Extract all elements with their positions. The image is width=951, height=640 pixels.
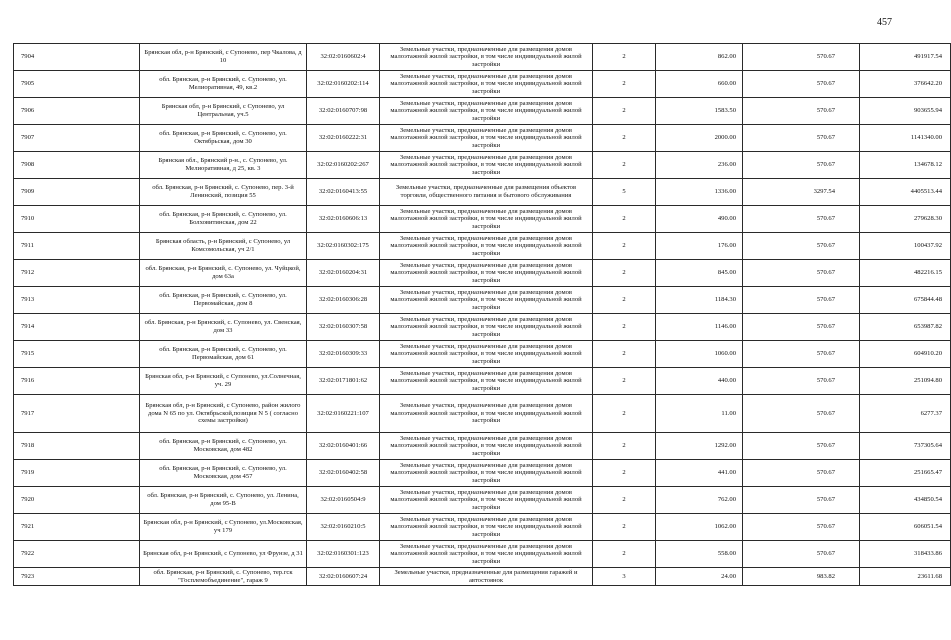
cadastral-number-cell: 32:02:0160606:13 [307, 206, 380, 233]
cadastral-value-cell: 318433.86 [860, 541, 951, 568]
land-use-cell: Земельные участки, предназначенные для размещения объектов торговли, общественного питания и бытового обслуживания [380, 179, 593, 206]
row-number-cell: 7905 [14, 71, 140, 98]
table-row [14, 460, 951, 487]
category-cell: 2 [593, 287, 656, 314]
row-number-cell: 7923 [14, 568, 140, 586]
address-cell: Брянская обл, р-н Брянский, с Супонево, ул.Солнечная, уч. 29 [140, 368, 307, 395]
cadastral-value-cell: 482216.15 [860, 260, 951, 287]
land-use-cell: Земельные участки, предназначенные для размещения домов малоэтажной жилой застройки, в том числе индивидуальной жилой застройки [380, 433, 593, 460]
land-use-cell: Земельные участки, предназначенные для размещения домов малоэтажной жилой застройки, в том числе индивидуальной жилой застройки [380, 260, 593, 287]
table-row [14, 125, 951, 152]
address-cell: обл. Брянская, р-н Брянский, с. Супонево, ул. Первомайская, дом 8 [140, 287, 307, 314]
address-cell: обл. Брянская, р-н Брянский, с. Супонево, ул. Ленина, дом 95-В [140, 487, 307, 514]
category-cell: 2 [593, 71, 656, 98]
area-cell: 1292.00 [656, 433, 743, 460]
area-cell: 1336.00 [656, 179, 743, 206]
area-cell: 762.00 [656, 487, 743, 514]
area-cell: 1060.00 [656, 341, 743, 368]
row-number-cell: 7917 [14, 395, 140, 433]
area-cell: 845.00 [656, 260, 743, 287]
category-cell: 2 [593, 125, 656, 152]
specific-value-cell: 570.67 [743, 341, 860, 368]
land-use-cell: Земельные участки, предназначенные для размещения гаражей и автостоянок [380, 568, 593, 586]
area-cell: 1184.30 [656, 287, 743, 314]
cadastral-value-cell: 491917.54 [860, 44, 951, 71]
table-row [14, 71, 951, 98]
cadastral-number-cell: 32:02:0160607:24 [307, 568, 380, 586]
cadastral-value-table [13, 43, 951, 586]
cadastral-value-cell: 737305.64 [860, 433, 951, 460]
area-cell: 24.00 [656, 568, 743, 586]
specific-value-cell: 570.67 [743, 487, 860, 514]
table-row [14, 541, 951, 568]
area-cell: 11.00 [656, 395, 743, 433]
area-cell: 441.00 [656, 460, 743, 487]
table-row [14, 341, 951, 368]
cadastral-number-cell: 32:02:0160301:123 [307, 541, 380, 568]
address-cell: Брянская обл, р-н Брянский, с Супонево, район жилого дома N 65 по ул. Октябрьской,позиция N 5 ( согласно схемы застройки) [140, 395, 307, 433]
table-row [14, 487, 951, 514]
row-number-cell: 7904 [14, 44, 140, 71]
page-number: 457 [877, 17, 892, 28]
category-cell: 2 [593, 44, 656, 71]
land-use-cell: Земельные участки, предназначенные для размещения домов малоэтажной жилой застройки, в том числе индивидуальной жилой застройки [380, 287, 593, 314]
address-cell: обл. Брянская, р-н Брянский, с. Супонево, ул. Первомайская, дом 61 [140, 341, 307, 368]
specific-value-cell: 983.82 [743, 568, 860, 586]
specific-value-cell: 570.67 [743, 44, 860, 71]
address-cell: Брянская обл, р-н Брянский, с Супонево, пер Чкалова, д 10 [140, 44, 307, 71]
area-cell: 236.00 [656, 152, 743, 179]
row-number-cell: 7911 [14, 233, 140, 260]
cadastral-number-cell: 32:02:0160202:114 [307, 71, 380, 98]
land-use-cell: Земельные участки, предназначенные для размещения домов малоэтажной жилой застройки, в том числе индивидуальной жилой застройки [380, 487, 593, 514]
category-cell: 2 [593, 152, 656, 179]
cadastral-number-cell: 32:02:0171801:62 [307, 368, 380, 395]
cadastral-value-cell: 6277.37 [860, 395, 951, 433]
category-cell: 2 [593, 260, 656, 287]
cadastral-value-cell: 434850.54 [860, 487, 951, 514]
cadastral-number-cell: 32:02:0160309:33 [307, 341, 380, 368]
table-row [14, 368, 951, 395]
address-cell: Брянская обл., Брянский р-н., с. Супонево, ул. Мелиоративная, д 25, кв. 3 [140, 152, 307, 179]
land-use-cell: Земельные участки, предназначенные для размещения домов малоэтажной жилой застройки, в том числе индивидуальной жилой застройки [380, 395, 593, 433]
address-cell: обл. Брянская, р-н Брянский, с. Супонево, ул. Мелиоративная, 49, кв.2 [140, 71, 307, 98]
row-number-cell: 7910 [14, 206, 140, 233]
land-use-cell: Земельные участки, предназначенные для размещения домов малоэтажной жилой застройки, в том числе индивидуальной жилой застройки [380, 125, 593, 152]
cadastral-value-cell: 1141340.00 [860, 125, 951, 152]
row-number-cell: 7906 [14, 98, 140, 125]
specific-value-cell: 570.67 [743, 395, 860, 433]
row-number-cell: 7918 [14, 433, 140, 460]
land-use-cell: Земельные участки, предназначенные для размещения домов малоэтажной жилой застройки, в том числе индивидуальной жилой застройки [380, 44, 593, 71]
cadastral-number-cell: 32:02:0160222:31 [307, 125, 380, 152]
category-cell: 2 [593, 460, 656, 487]
cadastral-number-cell: 32:02:0160401:66 [307, 433, 380, 460]
category-cell: 2 [593, 368, 656, 395]
cadastral-value-cell: 251094.80 [860, 368, 951, 395]
specific-value-cell: 570.67 [743, 233, 860, 260]
cadastral-number-cell: 32:02:0160402:58 [307, 460, 380, 487]
specific-value-cell: 570.67 [743, 125, 860, 152]
land-use-cell: Земельные участки, предназначенные для размещения домов малоэтажной жилой застройки, в том числе индивидуальной жилой застройки [380, 368, 593, 395]
area-cell: 440.00 [656, 368, 743, 395]
cadastral-value-cell: 279628.30 [860, 206, 951, 233]
category-cell: 2 [593, 233, 656, 260]
table-row [14, 233, 951, 260]
cadastral-value-cell: 100437.92 [860, 233, 951, 260]
address-cell: обл. Брянская, р-н Брянский, с. Супонево, ул. Московская, дом 482 [140, 433, 307, 460]
cadastral-number-cell: 32:02:0160504:9 [307, 487, 380, 514]
row-number-cell: 7921 [14, 514, 140, 541]
area-cell: 176.00 [656, 233, 743, 260]
land-use-cell: Земельные участки, предназначенные для размещения домов малоэтажной жилой застройки, в том числе индивидуальной жилой застройки [380, 98, 593, 125]
area-cell: 1062.00 [656, 514, 743, 541]
land-use-cell: Земельные участки, предназначенные для размещения домов малоэтажной жилой застройки, в том числе индивидуальной жилой застройки [380, 514, 593, 541]
category-cell: 3 [593, 568, 656, 586]
category-cell: 2 [593, 341, 656, 368]
address-cell: Брянская обл, р-н Брянский, с Супонево, ул Фрунзе, д 31 [140, 541, 307, 568]
land-use-cell: Земельные участки, предназначенные для размещения домов малоэтажной жилой застройки, в том числе индивидуальной жилой застройки [380, 341, 593, 368]
address-cell: обл. Брянская, р-н Брянский, с. Супонево, пер. 3-й Ленинский, позиция 55 [140, 179, 307, 206]
cadastral-value-cell: 23611.68 [860, 568, 951, 586]
specific-value-cell: 570.67 [743, 514, 860, 541]
table-row [14, 179, 951, 206]
cadastral-value-cell: 604910.20 [860, 341, 951, 368]
land-use-cell: Земельные участки, предназначенные для размещения домов малоэтажной жилой застройки, в том числе индивидуальной жилой застройки [380, 460, 593, 487]
category-cell: 2 [593, 206, 656, 233]
row-number-cell: 7915 [14, 341, 140, 368]
table-row [14, 514, 951, 541]
cadastral-number-cell: 32:02:0160302:175 [307, 233, 380, 260]
table-row [14, 568, 951, 586]
cadastral-value-cell: 606051.54 [860, 514, 951, 541]
specific-value-cell: 570.67 [743, 433, 860, 460]
specific-value-cell: 570.67 [743, 314, 860, 341]
specific-value-cell: 570.67 [743, 152, 860, 179]
address-cell: обл. Брянская, р-н Брянский, с. Супонево, ул. Московская, дом 457 [140, 460, 307, 487]
cadastral-value-cell: 251665.47 [860, 460, 951, 487]
row-number-cell: 7909 [14, 179, 140, 206]
specific-value-cell: 570.67 [743, 460, 860, 487]
table-row [14, 395, 951, 433]
row-number-cell: 7912 [14, 260, 140, 287]
area-cell: 1583.50 [656, 98, 743, 125]
category-cell: 2 [593, 541, 656, 568]
category-cell: 2 [593, 314, 656, 341]
row-number-cell: 7908 [14, 152, 140, 179]
category-cell: 2 [593, 514, 656, 541]
category-cell: 2 [593, 433, 656, 460]
table-body [14, 44, 951, 586]
address-cell: обл. Брянская, р-н Брянский, с. Супонево, тер.гск "Госплемобъединение", гараж 9 [140, 568, 307, 586]
row-number-cell: 7913 [14, 287, 140, 314]
table-row [14, 287, 951, 314]
specific-value-cell: 570.67 [743, 287, 860, 314]
area-cell: 490.00 [656, 206, 743, 233]
address-cell: Брянская область, р-н Брянский, с Супонево, ул Комсомольская, уч 2/1 [140, 233, 307, 260]
cadastral-number-cell: 32:02:0160210:5 [307, 514, 380, 541]
address-cell: обл. Брянская, р-н Брянский, с. Супонево, ул. Свенская, дом 33 [140, 314, 307, 341]
area-cell: 862.00 [656, 44, 743, 71]
table-row [14, 260, 951, 287]
table-row [14, 314, 951, 341]
cadastral-value-cell: 903655.94 [860, 98, 951, 125]
area-cell: 558.00 [656, 541, 743, 568]
cadastral-number-cell: 32:02:0160307:58 [307, 314, 380, 341]
table-row [14, 433, 951, 460]
cadastral-number-cell: 32:02:0160204:31 [307, 260, 380, 287]
row-number-cell: 7922 [14, 541, 140, 568]
area-cell: 660.00 [656, 71, 743, 98]
cadastral-number-cell: 32:02:0160413:55 [307, 179, 380, 206]
row-number-cell: 7907 [14, 125, 140, 152]
category-cell: 2 [593, 395, 656, 433]
cadastral-value-cell: 675844.48 [860, 287, 951, 314]
cadastral-value-cell: 4405513.44 [860, 179, 951, 206]
specific-value-cell: 570.67 [743, 206, 860, 233]
row-number-cell: 7916 [14, 368, 140, 395]
specific-value-cell: 570.67 [743, 71, 860, 98]
category-cell: 2 [593, 487, 656, 514]
table-row [14, 206, 951, 233]
area-cell: 2000.00 [656, 125, 743, 152]
address-cell: Брянская обл, р-н Брянский, с Супонево, ул Центральная, уч.5 [140, 98, 307, 125]
address-cell: обл. Брянская, р-н Брянский, с. Супонево, ул. Октябрьская, дом 30 [140, 125, 307, 152]
specific-value-cell: 3297.54 [743, 179, 860, 206]
row-number-cell: 7914 [14, 314, 140, 341]
land-use-cell: Земельные участки, предназначенные для размещения домов малоэтажной жилой застройки, в том числе индивидуальной жилой застройки [380, 152, 593, 179]
table-row [14, 152, 951, 179]
cadastral-number-cell: 32:02:0160306:28 [307, 287, 380, 314]
land-use-cell: Земельные участки, предназначенные для размещения домов малоэтажной жилой застройки, в том числе индивидуальной жилой застройки [380, 233, 593, 260]
cadastral-value-cell: 653987.82 [860, 314, 951, 341]
land-use-cell: Земельные участки, предназначенные для размещения домов малоэтажной жилой застройки, в том числе индивидуальной жилой застройки [380, 71, 593, 98]
address-cell: обл. Брянская, р-н Брянский, с. Супонево, ул. Болховитинская, дом 22 [140, 206, 307, 233]
cadastral-number-cell: 32:02:0160221:107 [307, 395, 380, 433]
land-use-cell: Земельные участки, предназначенные для размещения домов малоэтажной жилой застройки, в том числе индивидуальной жилой застройки [380, 541, 593, 568]
cadastral-number-cell: 32:02:0160707:98 [307, 98, 380, 125]
category-cell: 2 [593, 98, 656, 125]
cadastral-number-cell: 32:02:0160202:267 [307, 152, 380, 179]
land-use-cell: Земельные участки, предназначенные для размещения домов малоэтажной жилой застройки, в том числе индивидуальной жилой застройки [380, 206, 593, 233]
area-cell: 1146.00 [656, 314, 743, 341]
specific-value-cell: 570.67 [743, 541, 860, 568]
category-cell: 5 [593, 179, 656, 206]
specific-value-cell: 570.67 [743, 260, 860, 287]
cadastral-value-cell: 376642.20 [860, 71, 951, 98]
row-number-cell: 7919 [14, 460, 140, 487]
table-row [14, 98, 951, 125]
cadastral-number-cell: 32:02:0160602:4 [307, 44, 380, 71]
land-use-cell: Земельные участки, предназначенные для размещения домов малоэтажной жилой застройки, в том числе индивидуальной жилой застройки [380, 314, 593, 341]
specific-value-cell: 570.67 [743, 98, 860, 125]
table-row [14, 44, 951, 71]
address-cell: Брянская обл, р-н Брянский, с Супонево, ул.Московская, уч 179 [140, 514, 307, 541]
cadastral-value-cell: 134678.12 [860, 152, 951, 179]
row-number-cell: 7920 [14, 487, 140, 514]
address-cell: обл. Брянская, р-н Брянский, с. Супонево, ул. Чуйцкой, дом 63а [140, 260, 307, 287]
specific-value-cell: 570.67 [743, 368, 860, 395]
